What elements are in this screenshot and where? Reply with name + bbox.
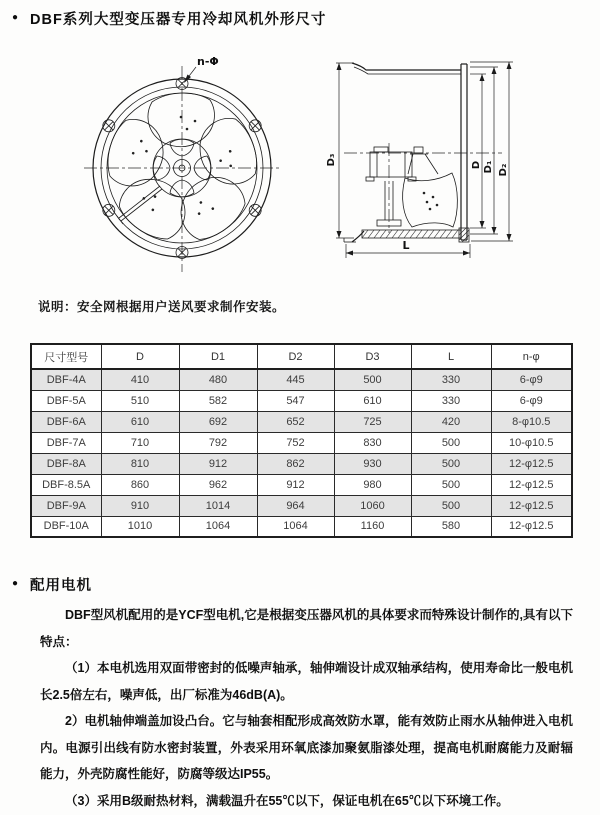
value-cell: 6-φ9 [491, 369, 572, 390]
svg-text:D₁: D₁ [483, 160, 494, 174]
dimension-d3 [326, 63, 354, 238]
value-cell: 12-φ12.5 [491, 516, 572, 537]
dimension-d1 [470, 67, 498, 234]
value-cell: 710 [101, 432, 179, 453]
model-cell: DBF-10A [31, 516, 101, 537]
dimension-d [470, 74, 486, 228]
value-cell: 862 [257, 453, 334, 474]
fan-front-view-drawing [84, 55, 282, 272]
value-cell: 830 [334, 432, 411, 453]
value-cell: 610 [101, 411, 179, 432]
value-cell: 610 [334, 390, 411, 411]
model-cell: DBF-8.5A [31, 474, 101, 495]
table-header-row [31, 344, 572, 369]
value-cell: 1010 [101, 516, 179, 537]
value-cell: 580 [411, 516, 491, 537]
dimension-table [30, 343, 573, 538]
value-cell: 410 [101, 369, 179, 390]
value-cell: 6-φ9 [491, 390, 572, 411]
dimension-d2 [470, 62, 513, 241]
table-row [31, 474, 572, 495]
model-cell: DBF-9A [31, 495, 101, 516]
value-cell: 1064 [257, 516, 334, 537]
value-cell: 752 [257, 432, 334, 453]
page-title-row [12, 8, 326, 29]
value-cell: 980 [334, 474, 411, 495]
technical-drawings [0, 50, 600, 295]
model-cell: DBF-4A [31, 369, 101, 390]
value-cell: 330 [411, 369, 491, 390]
value-cell: 500 [411, 453, 491, 474]
model-cell: DBF-8A [31, 453, 101, 474]
value-cell: 480 [179, 369, 257, 390]
model-cell: DBF-6A [31, 411, 101, 432]
value-cell: 12-φ12.5 [491, 474, 572, 495]
value-cell: 692 [179, 411, 257, 432]
value-cell: 910 [101, 495, 179, 516]
dimension-l [346, 239, 470, 258]
value-cell: 930 [334, 453, 411, 474]
fan-side-view-drawing [326, 62, 513, 258]
column-header: D [101, 344, 179, 369]
column-header: D1 [179, 344, 257, 369]
page-title: DBF系列大型变压器专用冷却风机外形尺寸 [30, 12, 327, 28]
svg-text:D: D [471, 160, 482, 170]
hole-count-label: n-Φ [197, 55, 219, 68]
model-cell: DBF-5A [31, 390, 101, 411]
svg-text:L: L [402, 239, 410, 252]
value-cell: 962 [179, 474, 257, 495]
value-cell: 582 [179, 390, 257, 411]
motor-section-heading-row [12, 574, 92, 595]
value-cell: 510 [101, 390, 179, 411]
value-cell: 860 [101, 474, 179, 495]
column-header: D3 [334, 344, 411, 369]
value-cell: 792 [179, 432, 257, 453]
installation-note: 说明：安全网根据用户送风要求制作安装。 [38, 300, 286, 314]
table-row [31, 516, 572, 537]
value-cell: 1014 [179, 495, 257, 516]
value-cell: 1064 [179, 516, 257, 537]
svg-text:D₃: D₃ [326, 153, 337, 167]
table-row [31, 432, 572, 453]
value-cell: 810 [101, 453, 179, 474]
value-cell: 652 [257, 411, 334, 432]
table-row [31, 453, 572, 474]
motor-description [40, 602, 573, 814]
motor-section-heading: 配用电机 [30, 578, 93, 594]
svg-text:D₂: D₂ [498, 163, 509, 177]
value-cell: 10-φ10.5 [491, 432, 572, 453]
motor-intro-paragraph: DBF型风机配用的是YCF型电机,它是根据变压器风机的具体要求而特殊设计制作的,具有以下特点： [40, 608, 573, 649]
model-cell: DBF-7A [31, 432, 101, 453]
impeller [403, 147, 458, 227]
value-cell: 964 [257, 495, 334, 516]
motor-feature-paragraph: 2）电机轴伸端盖加设凸台。它与轴套相配形成高效防水罩，能有效防止雨水从轴伸进入电机内。电源引出线有防水密封装置，外表采用环氧底漆加聚氨脂漆处理，提高电机耐腐能力及耐辐能力，外壳防腐性能好，防腐等级达IP55。 [40, 714, 573, 781]
value-cell: 1060 [334, 495, 411, 516]
column-header: D2 [257, 344, 334, 369]
value-cell: 12-φ12.5 [491, 453, 572, 474]
value-cell: 912 [257, 474, 334, 495]
section-bullet-icon: ● [12, 578, 19, 589]
value-cell: 500 [411, 432, 491, 453]
column-header: 尺寸型号 [31, 344, 101, 369]
value-cell: 445 [257, 369, 334, 390]
motor-feature-paragraph: （3）采用B级耐热材料，满载温升在55℃以下，保证电机在65℃以下环境工作。 [65, 793, 509, 808]
motor-feature-paragraph: （1）本电机选用双面带密封的低噪声轴承，轴伸端设计成双轴承结构，使用寿命比一般电机长2.5倍左右，噪声低，出厂标准为46dB(A)。 [40, 661, 573, 702]
value-cell: 912 [179, 453, 257, 474]
sectioned-bottom-wall [362, 228, 469, 242]
column-header: L [411, 344, 491, 369]
value-cell: 547 [257, 390, 334, 411]
table-row [31, 390, 572, 411]
value-cell: 12-φ12.5 [491, 495, 572, 516]
value-cell: 330 [411, 390, 491, 411]
column-header: n-φ [491, 344, 572, 369]
value-cell: 420 [411, 411, 491, 432]
motor [366, 143, 416, 233]
value-cell: 725 [334, 411, 411, 432]
value-cell: 500 [334, 369, 411, 390]
value-cell: 8-φ10.5 [491, 411, 572, 432]
value-cell: 500 [411, 474, 491, 495]
table-row [31, 495, 572, 516]
value-cell: 500 [411, 495, 491, 516]
table-row [31, 411, 572, 432]
table-row [31, 369, 572, 390]
value-cell: 1160 [334, 516, 411, 537]
title-bullet-icon: ● [12, 12, 19, 23]
